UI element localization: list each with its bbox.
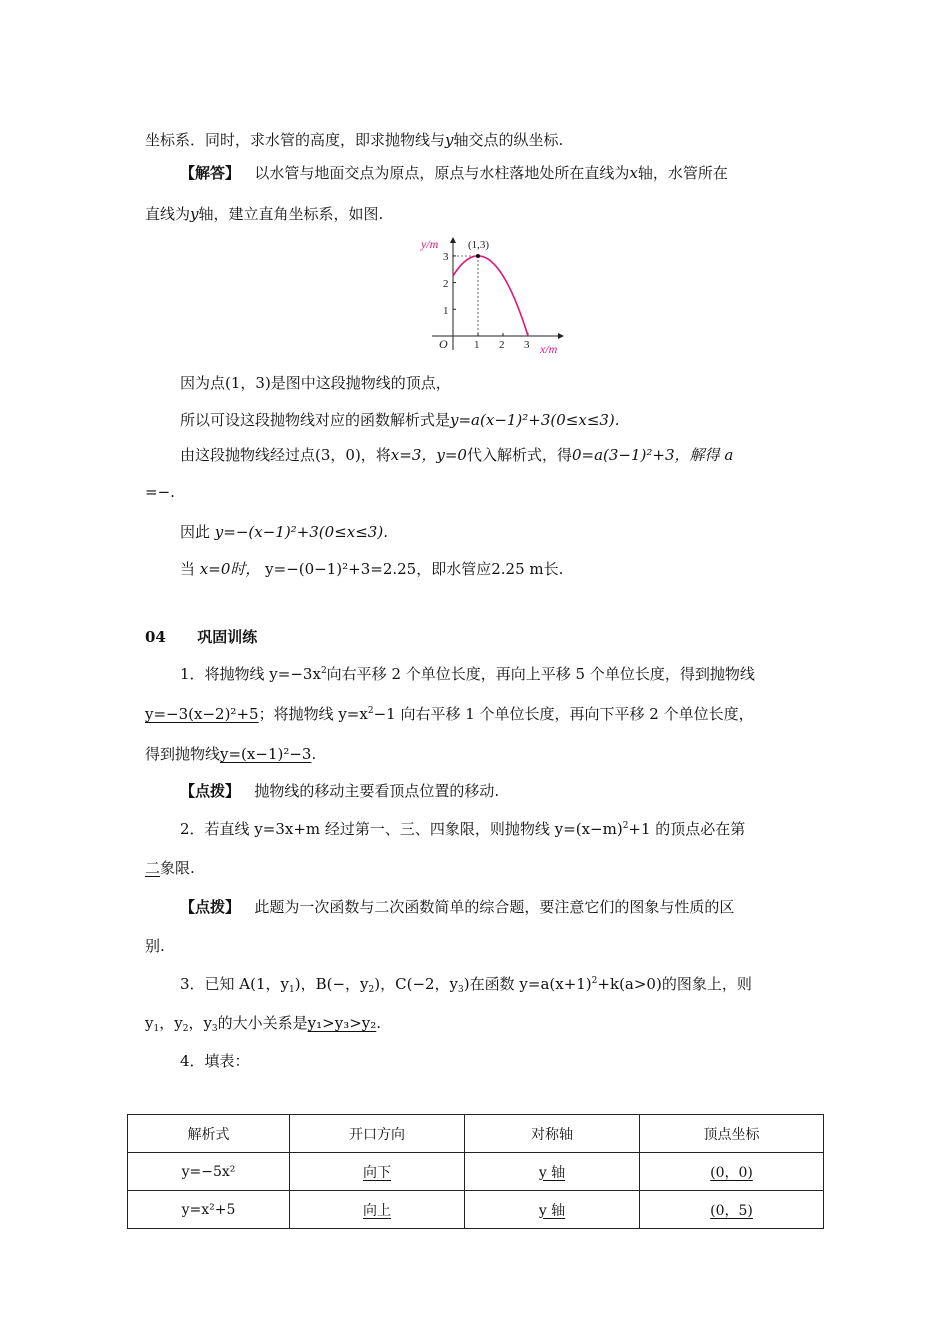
- parabola-curve: [453, 256, 528, 336]
- text: 轴，水管所在: [637, 164, 728, 182]
- text: y=−(0−1)²+3=2.25，即水管应2.25 m长.: [265, 560, 564, 578]
- text: )，B(−，y: [294, 975, 369, 993]
- q1-line-1: 1．将抛物线 $y=-3x^2$向右平移 2 个单位长度，再向上平移 5 个单位长度，得到抛物线: [180, 665, 755, 683]
- text: 得到抛物线: [145, 745, 221, 763]
- table-cell: [640, 1153, 824, 1191]
- solution-line-2: [180, 163, 728, 183]
- formula: x=0时，: [199, 560, 261, 578]
- table-row: [128, 1153, 824, 1191]
- table-header-cell: 开口方向: [290, 1115, 465, 1153]
- text: 1．将抛物线 y=−3x: [180, 665, 321, 683]
- solution-line-7: [145, 482, 175, 502]
- parabola-svg: [418, 232, 578, 356]
- var-x: x: [629, 164, 638, 182]
- q1-line-2: y=−3(x−2)²+5；将抛物线 $y=x^2-1$ 向右平移 1 个单位长度，再向下平移 2 个单位长度，: [145, 705, 754, 723]
- fill-table: [127, 1114, 824, 1229]
- table-cell: [640, 1191, 824, 1229]
- text: 当: [180, 560, 196, 578]
- text: +1 的顶点必在第: [628, 820, 746, 838]
- table-header-cell: 解析式: [128, 1115, 290, 1153]
- q2-line-1: 2．若直线 y=3x+m 经过第一、三、四象限，则抛物线 $y=(x-m)^2+1$ 的顶点必在第: [180, 820, 746, 838]
- text: −1 向右平移 1 个单位长度，再向下平移 2 个单位长度，: [373, 705, 754, 723]
- solution-line-9: [180, 559, 563, 579]
- text: 4．填表：: [180, 1052, 250, 1070]
- q3-line-1: 3．已知 A(1，$y_1$)，B(−，$y_2$)，C(−2，$y_3$)在函数 $y=a(x+1)^2+k(a>0)$的图象上，则: [180, 975, 752, 995]
- text: .: [311, 745, 317, 763]
- text: 3．已知 A(1，y: [180, 975, 290, 993]
- tip-tag: 【点拨】: [180, 898, 241, 916]
- origin-label: O: [439, 337, 448, 351]
- var-y: y: [445, 131, 454, 149]
- text: .: [376, 1014, 382, 1032]
- answer-blank: (0，0): [710, 1164, 753, 1181]
- q2-line-2: [145, 858, 195, 878]
- text: =−.: [145, 483, 175, 501]
- text: y: [145, 1014, 154, 1032]
- parabola-figure: [418, 232, 578, 356]
- solution-line-1: [145, 130, 563, 150]
- answer-blank: y 轴: [538, 1164, 566, 1181]
- table-header-cell: 顶点坐标: [640, 1115, 824, 1153]
- vertex-point: [476, 254, 480, 258]
- table-cell: [290, 1153, 465, 1191]
- answer-blank: y 轴: [538, 1202, 566, 1219]
- table-cell: [465, 1153, 640, 1191]
- q3-line-2: $y_1$，$y_2$，$y_3$的大小关系是y₁>y₃>y₂.: [145, 1014, 382, 1034]
- text: +k(a>0)的图象上，则: [597, 975, 752, 993]
- section-title: 巩固训练: [197, 628, 258, 646]
- table-cell: [465, 1191, 640, 1229]
- text: 代入解析式，得: [466, 446, 572, 464]
- answer-tag: 【解答】: [180, 164, 241, 182]
- text: 向右平移 2 个单位长度，再向上平移 5 个单位长度，得到抛物线: [326, 665, 755, 683]
- solution-line-6: [180, 445, 733, 465]
- q1-line-3: [145, 744, 316, 764]
- answer-blank: y=−3(x−2)²+5: [145, 705, 259, 723]
- text: 所以可设这段抛物线对应的函数解析式是: [180, 411, 451, 429]
- solution-line-4: [180, 373, 451, 393]
- text: 坐标系．同时，求水管的高度，即求抛物线与: [145, 131, 446, 149]
- answer-blank: 向下: [363, 1164, 391, 1181]
- solution-line-8: [180, 522, 388, 542]
- table-row: [128, 1191, 824, 1229]
- solution-line-5: [180, 410, 620, 430]
- answer-blank: y=(x−1)²−3: [220, 745, 312, 763]
- var-a: a: [724, 446, 734, 464]
- x-tick-label-3: 3: [524, 339, 530, 351]
- x-tick-label-1: 1: [474, 339, 480, 351]
- text: ，y: [159, 1014, 183, 1032]
- text: 因此: [180, 523, 211, 541]
- table-cell: y=x²+5: [128, 1191, 290, 1229]
- text: 此题为一次函数与二次函数简单的综合题，要注意它们的图象与性质的区: [254, 898, 735, 916]
- answer-blank: 向上: [363, 1202, 391, 1219]
- table-cell: y=−5x²: [128, 1153, 290, 1191]
- solution-line-3: [145, 204, 383, 224]
- text: 轴，建立直角坐标系，如图.: [198, 205, 384, 223]
- answer-blank: y₁>y₃>y₂: [307, 1014, 377, 1032]
- text: 轴交点的纵坐标.: [453, 131, 564, 149]
- q1-tip: [180, 781, 499, 801]
- q2-tip: [180, 897, 734, 917]
- y-tick-label-1: 1: [443, 305, 449, 317]
- text: 2．若直线 y=3x+m 经过第一、三、四象限，则抛物线 y=(x−m): [180, 820, 623, 838]
- text: 因为点(1，3)是图中这段抛物线的顶点，: [180, 374, 451, 392]
- formula: y=−(x−1)²+3(0≤x≤3).: [214, 523, 388, 541]
- table-cell: [290, 1191, 465, 1229]
- section-number: 04: [145, 628, 166, 646]
- text: ，y: [188, 1014, 212, 1032]
- formula: x=3，y=0: [390, 446, 467, 464]
- y-tick-label-2: 2: [443, 278, 449, 290]
- text: 抛物线的移动主要看顶点位置的移动.: [254, 782, 500, 800]
- x-axis-label: x/m: [540, 342, 558, 356]
- table-header-cell: 对称轴: [465, 1115, 640, 1153]
- y-axis-label: y/m: [421, 237, 439, 251]
- text: 象限.: [160, 859, 195, 877]
- text: 由这段抛物线经过点(3，0)，将: [180, 446, 391, 464]
- text: )，C(−2，y: [374, 975, 459, 993]
- text: 别.: [145, 937, 165, 955]
- y-tick-label-3: 3: [443, 251, 449, 263]
- table-header-row: [128, 1115, 824, 1153]
- section-heading: [145, 627, 257, 647]
- text: )在函数 y=a(x+1): [463, 975, 592, 993]
- var-y: y: [190, 205, 199, 223]
- formula: 0=a(3−1)²+3，解得: [571, 446, 720, 464]
- vertex-label: (1,3): [468, 239, 490, 251]
- text: 的大小关系是: [217, 1014, 308, 1032]
- formula: y=a(x−1)²+3(0≤x≤3).: [450, 411, 620, 429]
- answer-blank: 二: [145, 859, 161, 877]
- text: ；将抛物线 y=x: [258, 705, 368, 723]
- q4-line-1: [180, 1051, 250, 1071]
- q2-tip-line-2: [145, 936, 165, 956]
- x-tick-label-2: 2: [499, 339, 505, 351]
- text: 以水管与地面交点为原点，原点与水柱落地处所在直线为: [254, 164, 630, 182]
- answer-blank: (0，5): [710, 1202, 753, 1219]
- text: 直线为: [145, 205, 191, 223]
- tip-tag: 【点拨】: [180, 782, 241, 800]
